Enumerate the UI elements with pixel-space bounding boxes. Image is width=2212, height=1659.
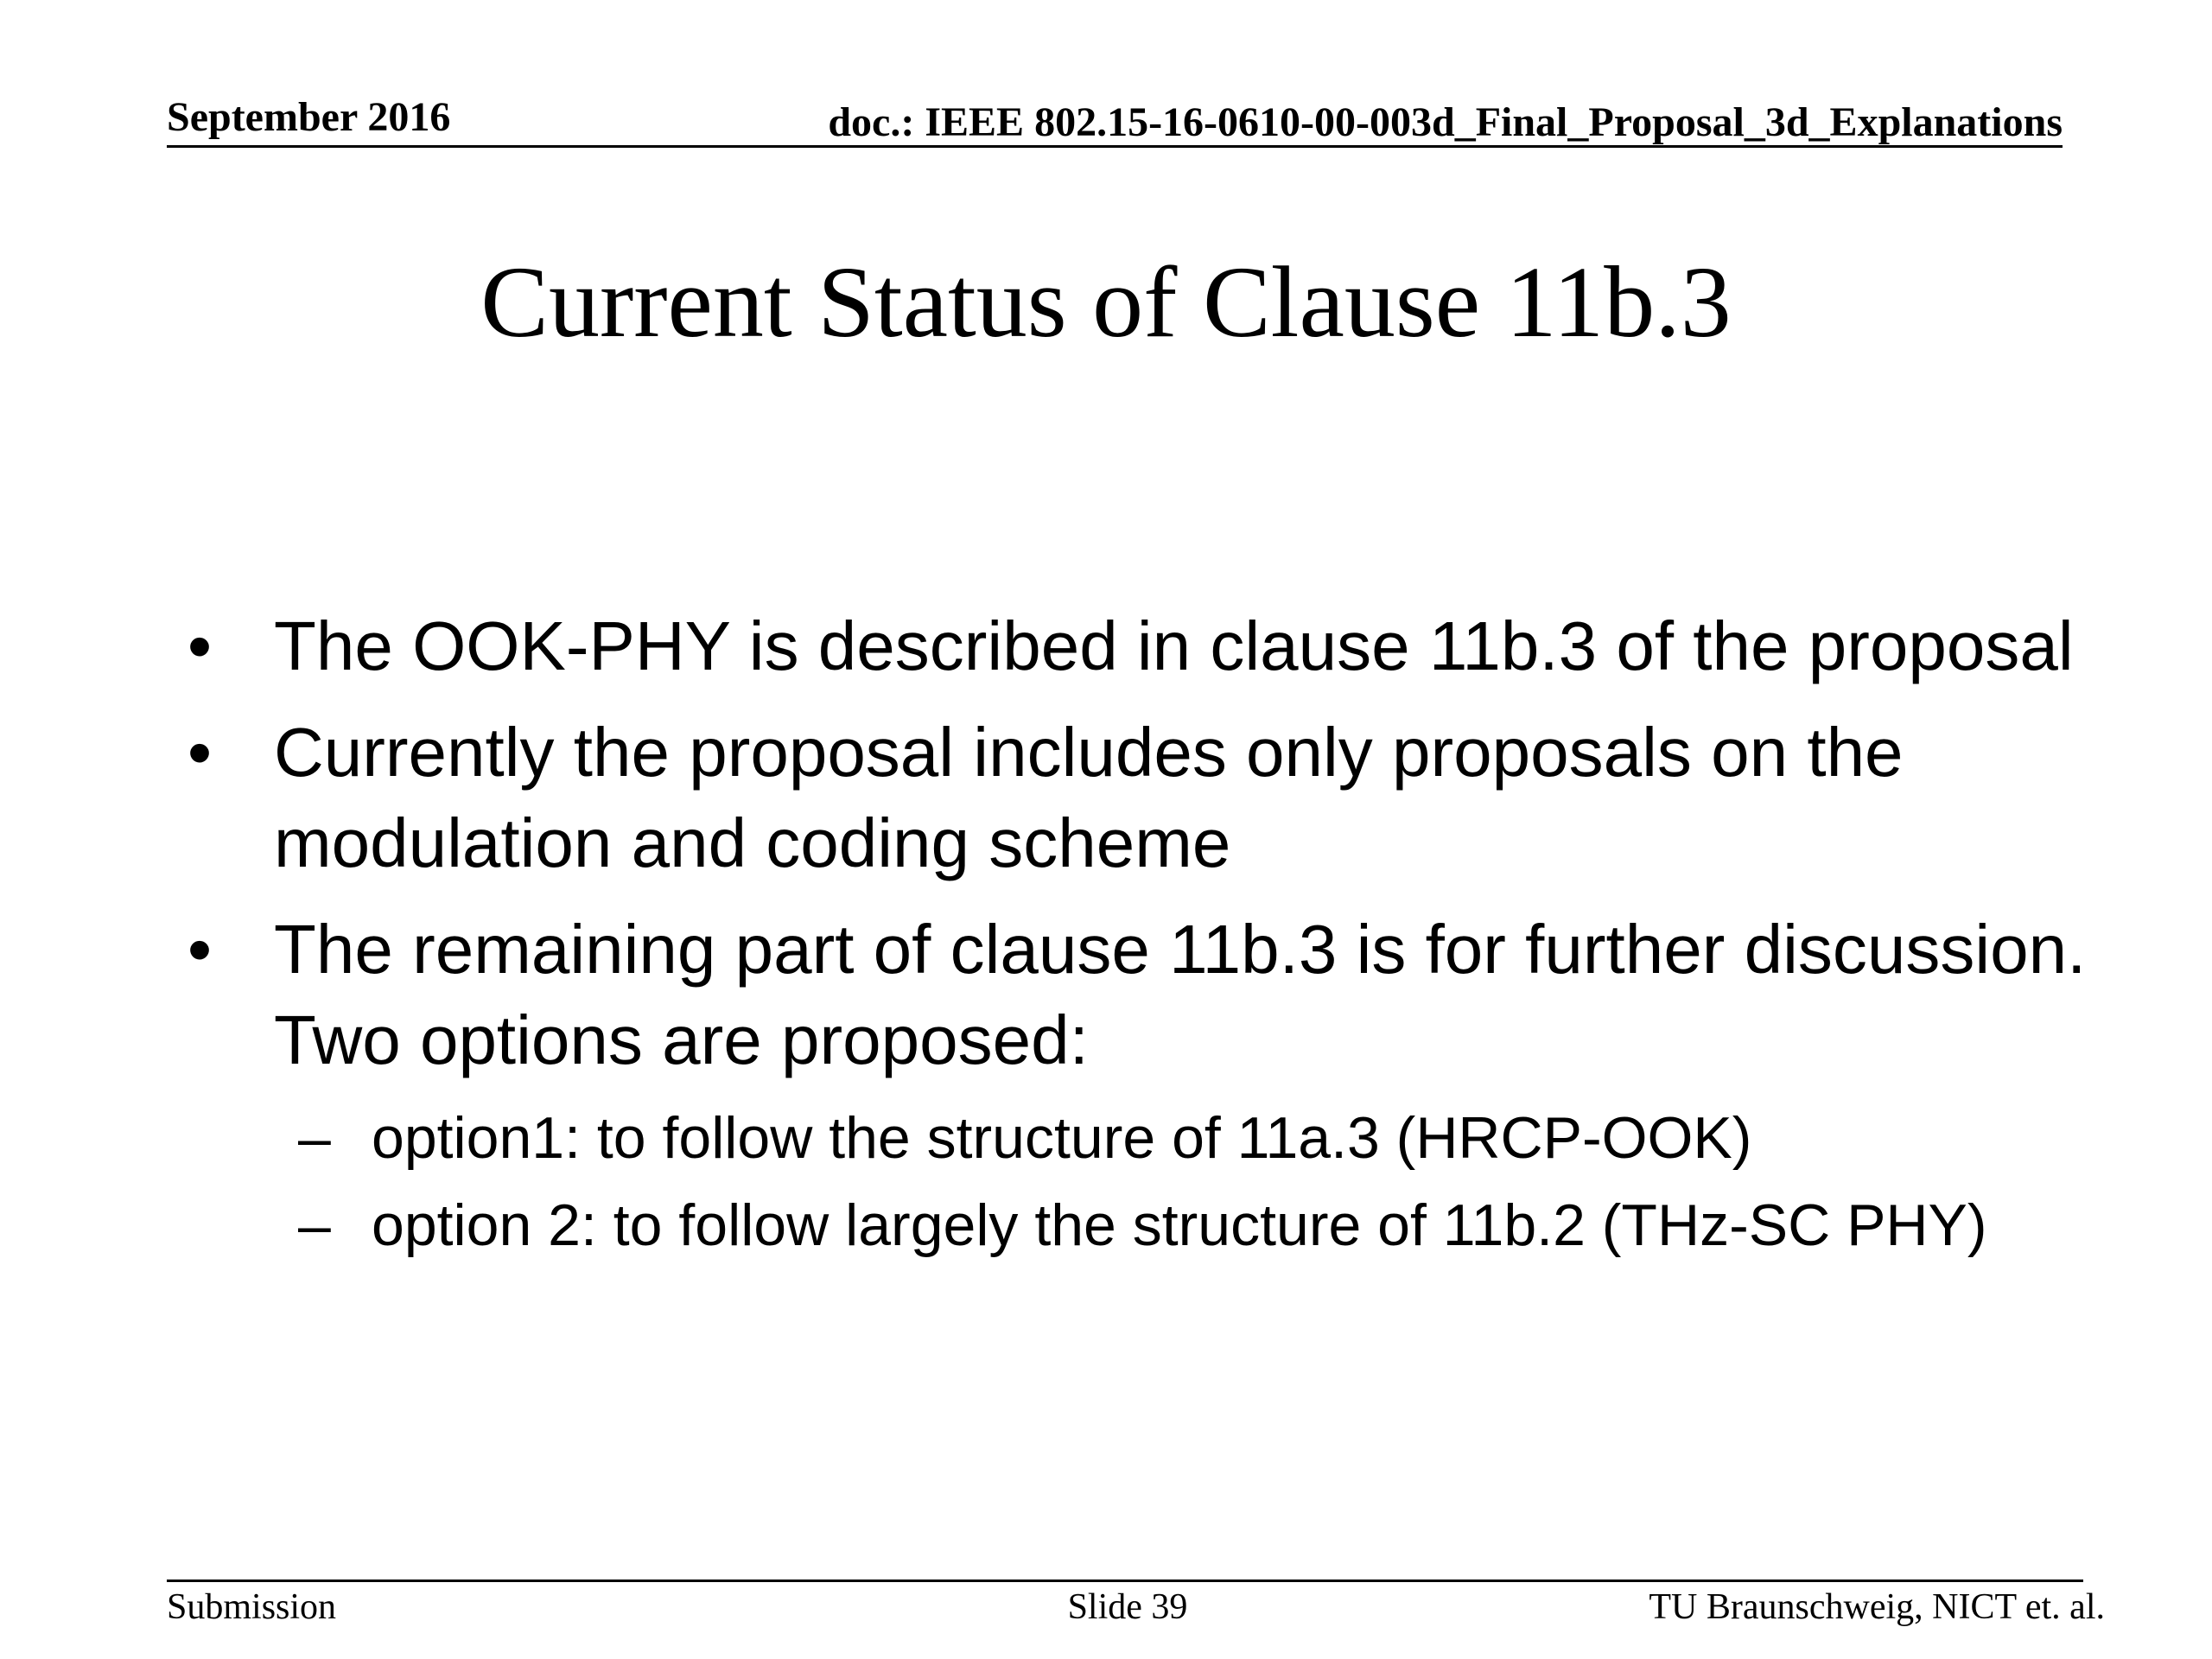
bullet-marker: • bbox=[188, 714, 213, 791]
slide-title: Current Status of Clause 11b.3 bbox=[480, 245, 1732, 359]
footer-authors: TU Braunschweig, NICT et. al. bbox=[1649, 1587, 2105, 1627]
bullet-item bbox=[186, 707, 2087, 888]
sub-bullet-text: option1: to follow the structure of 11a.3 (HRCP-OOK) bbox=[372, 1105, 1752, 1171]
bullet-item bbox=[186, 601, 2087, 691]
footer-submission: Submission bbox=[167, 1587, 337, 1627]
sub-bullet-marker: – bbox=[298, 1192, 331, 1258]
bullet-item bbox=[186, 904, 2087, 1085]
sub-bullet-text: option 2: to follow largely the structure of 11b.2 (THz-SC PHY) bbox=[372, 1192, 1987, 1258]
sub-bullet-item bbox=[298, 1101, 2087, 1176]
header-doc-id: doc.: IEEE 802.15-16-0610-00-003d_Final_Proposal_3d_Explanations bbox=[828, 99, 2063, 145]
bullet-marker: • bbox=[188, 607, 213, 684]
slide-body bbox=[186, 601, 2087, 1275]
sub-bullet-marker: – bbox=[298, 1105, 331, 1171]
bullet-text: Currently the proposal includes only proposals on the modulation and coding scheme bbox=[274, 714, 1904, 881]
bullet-text: The OOK-PHY is described in clause 11b.3 of the proposal bbox=[274, 607, 2074, 684]
footer-slide-number: Slide 39 bbox=[1067, 1587, 1188, 1627]
sub-bullet-item bbox=[298, 1188, 2087, 1263]
bullet-text: The remaining part of clause 11b.3 is for further discussion. Two options are proposed: bbox=[274, 911, 2087, 1078]
header-divider bbox=[167, 145, 2063, 148]
bullet-marker: • bbox=[188, 911, 213, 988]
header-date: September 2016 bbox=[167, 94, 451, 140]
footer-divider bbox=[167, 1580, 2083, 1582]
